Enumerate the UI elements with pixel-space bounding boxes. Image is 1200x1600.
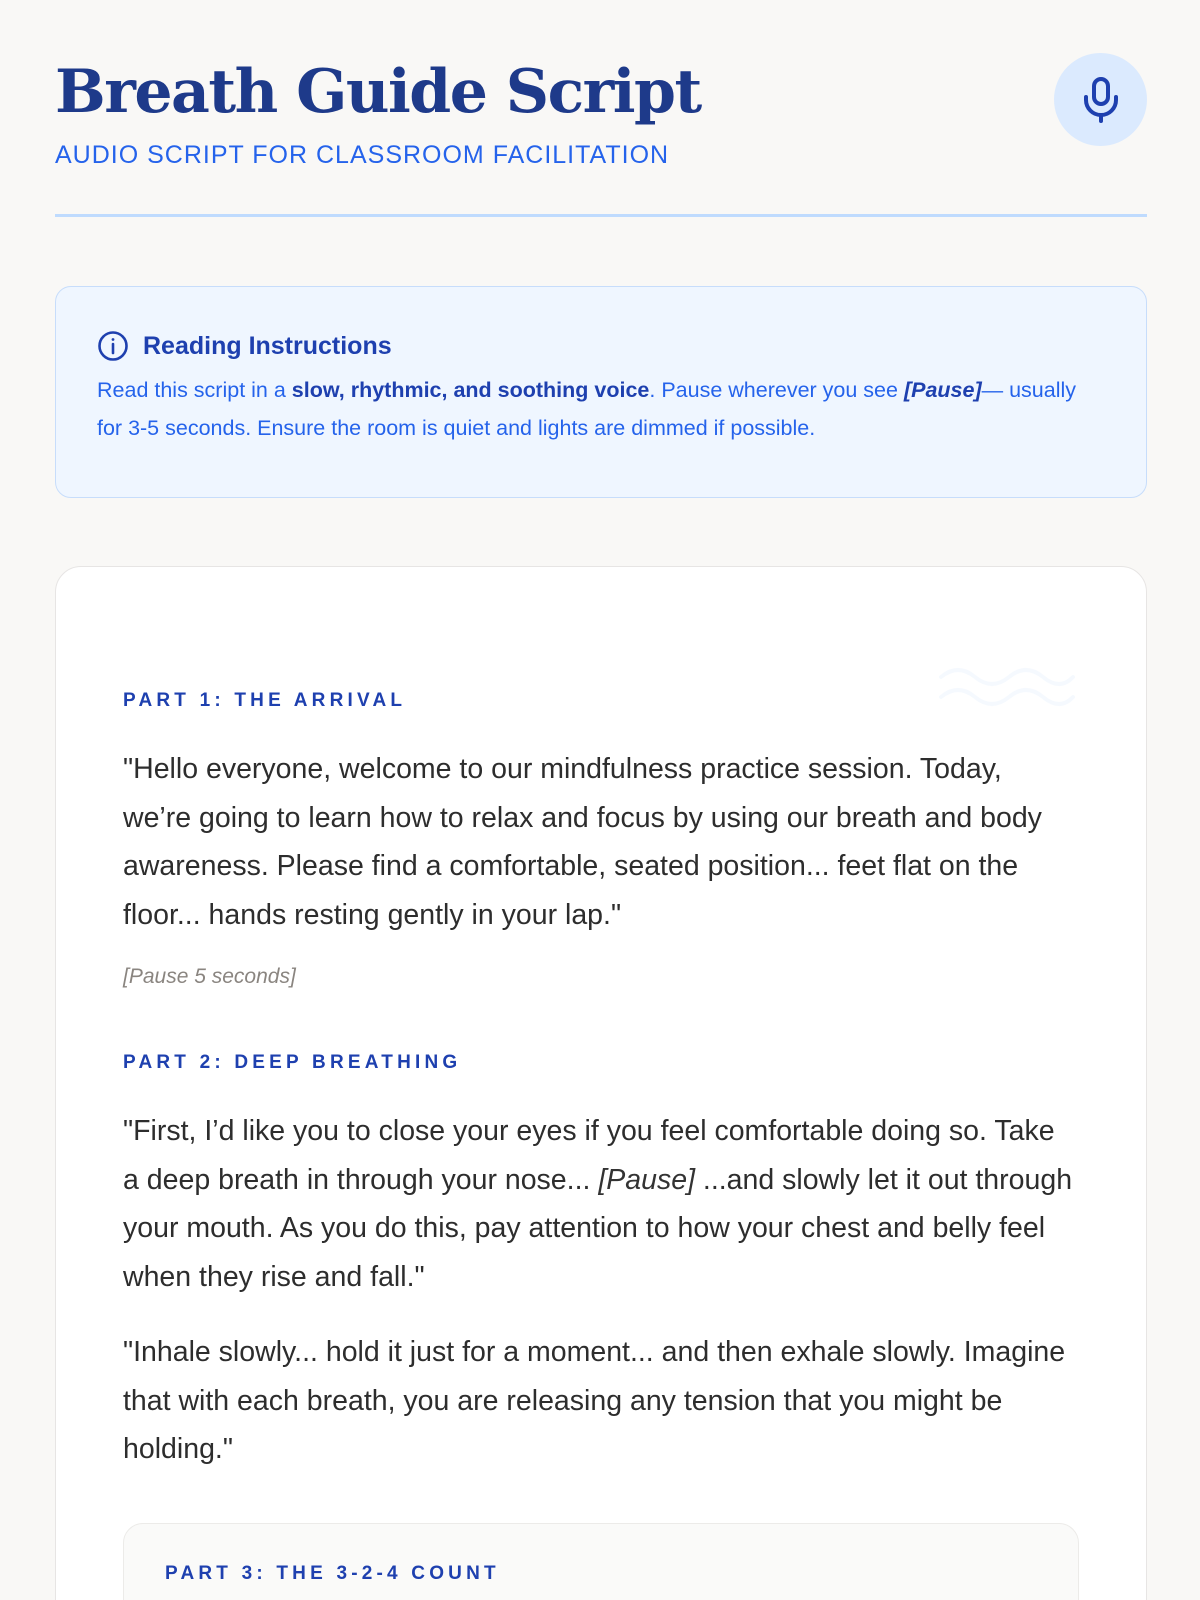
instructions-text-2: . Pause wherever you see — [649, 378, 904, 402]
info-icon — [97, 330, 129, 362]
instructions-pause-marker: [Pause] — [903, 378, 982, 402]
part-2-pause-marker: [Pause] — [598, 1163, 695, 1196]
instructions-header — [97, 329, 1106, 363]
section-label-part-3: PART 3: THE 3-2-4 COUNT — [165, 1563, 500, 1584]
instructions-title: Reading Instructions — [143, 331, 392, 360]
instructions-emphasis: slow, rhythmic, and soothing voice — [291, 378, 650, 402]
microphone-icon — [1081, 76, 1121, 124]
page — [55, 0, 1147, 1584]
part-2-text-a: "First, I’d like you to close your eyes if you feel comfortable doing so. Take a deep breath in through your nose... — [123, 1115, 1055, 1196]
part-3-box — [123, 1523, 1079, 1600]
microphone-button[interactable] — [1054, 53, 1147, 146]
pause-note: [Pause 5 seconds] — [123, 965, 296, 988]
wave-watermark-icon — [936, 657, 1076, 717]
script-card — [55, 566, 1147, 1600]
section-label-part-1: PART 1: THE ARRIVAL — [123, 690, 407, 711]
header — [55, 0, 1147, 217]
page-subtitle: AUDIO SCRIPT FOR CLASSROOM FACILITATION — [55, 141, 670, 169]
instructions-text-3: — usually for 3-5 seconds. Ensure the room is quiet and lights are dimmed if possible. — [97, 378, 1077, 440]
part-1-paragraph: "Hello everyone, welcome to our mindfulness practice session. Today, we’re going to learn how to relax and focus by using our breath and body awareness. Please find a comfortable, seated position... feet flat on the floor... hands resting gently in your lap." — [123, 753, 1042, 931]
instructions-text-1: Read this script in a — [97, 378, 292, 402]
part-2-text-b: ...and slowly let it out through your mouth. As you do this, pay attention to how your chest and belly feel when they rise and fall." — [123, 1163, 1073, 1293]
section-label-part-2: PART 2: DEEP BREATHING — [123, 1052, 462, 1073]
page-title: Breath Guide Script — [55, 57, 701, 127]
instructions-text — [97, 371, 1106, 447]
part-2-paragraph-1 — [123, 1107, 1073, 1301]
reading-instructions-panel — [55, 286, 1147, 498]
part-2-paragraph-2: "Inhale slowly... hold it just for a moment... and then exhale slowly. Imagine that with each breath, you are releasing any tension that you might be holding." — [123, 1336, 1066, 1465]
